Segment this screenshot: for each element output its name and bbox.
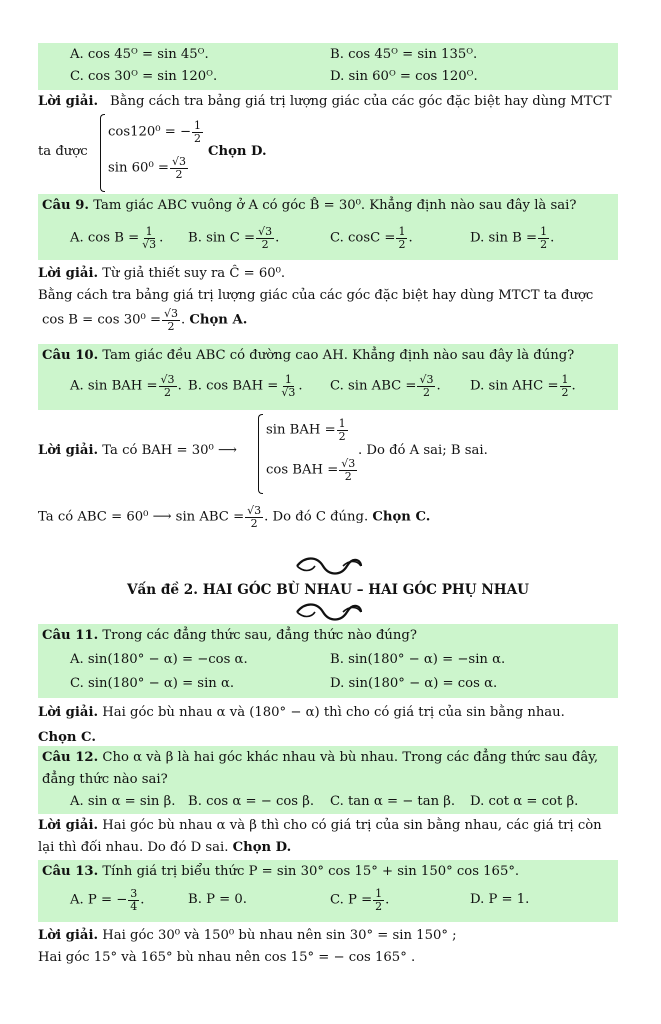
- q10-option-c-frac: [417, 374, 435, 398]
- q12-option-d: D. cot α = cot β.: [470, 794, 579, 809]
- q12-question-1: [42, 750, 598, 767]
- q13-option-a-frac: [128, 888, 139, 912]
- q8-options: [38, 43, 618, 90]
- q10-text: Tam giác đều ABC có đường cao AH. Khẳng định nào sau đây là đúng?: [102, 348, 575, 363]
- q13-option-c-text: C. P =: [330, 892, 373, 908]
- q13-c-num: 1: [375, 887, 383, 900]
- q10-brace: [258, 414, 263, 494]
- q10-option-a-frac: [159, 374, 177, 398]
- q9-b-den: 2: [261, 237, 269, 251]
- q9-solution-label: Lời giải.: [38, 266, 99, 281]
- q10-option-b-frac: [279, 374, 297, 398]
- q11-text: Trong các đẳng thức sau, đẳng thức nào đúng?: [102, 628, 417, 643]
- q13-block: [38, 860, 618, 922]
- q10-b-den: √3: [281, 385, 296, 399]
- q9-block: [38, 194, 618, 260]
- q10-option-d: D. sin AHC = $\frac{1}{2}$ .: [470, 373, 576, 399]
- q10-sol2-num: √3: [247, 504, 262, 517]
- q12-option-c: C. tan α = − tan β.: [330, 794, 456, 809]
- q10-b-num: 1: [284, 373, 292, 386]
- q13-option-b: B. P = 0.: [188, 892, 247, 907]
- q9-c-num: 1: [398, 225, 406, 238]
- q8-brace: [100, 114, 105, 192]
- ornament-top-icon: [293, 556, 365, 576]
- q10-sol2-den: 2: [250, 516, 258, 530]
- q13-c-den: 2: [375, 899, 383, 913]
- q10-c-den: 2: [422, 385, 430, 399]
- q10-choose: Chọn C.: [372, 509, 431, 525]
- q13-a-den: 4: [130, 899, 138, 913]
- q8-option-c: C. cos 30ᴼ = sin 120ᴼ.: [70, 69, 218, 84]
- q10-sin-den: 2: [338, 429, 346, 443]
- q8-eq1: [108, 120, 204, 144]
- q13-solution-1: [38, 928, 457, 945]
- q9-option-a-frac: [140, 226, 158, 250]
- q10-option-b-text: B. cos BAH =: [188, 378, 279, 394]
- q12-label: Câu 12.: [42, 750, 99, 765]
- q13-option-d: D. P = 1.: [470, 892, 530, 907]
- q9-option-c: C. cosC = $\frac{1}{2}$ .: [330, 225, 413, 251]
- q8-choose: Chọn D.: [208, 144, 267, 159]
- q8-eq1-den: 2: [194, 131, 202, 145]
- q10-question: [42, 348, 574, 365]
- q9-option-c-text: C. cosC =: [330, 230, 396, 246]
- ornament-bottom-icon: [293, 602, 365, 622]
- q11-option-d: D. sin(180° − α) = cos α.: [330, 676, 498, 691]
- q9-text: Tam giác ABC vuông ở A có góc B̂ = 30⁰. Khẳng định nào sau đây là sai?: [93, 198, 577, 213]
- q9-question: [42, 198, 576, 215]
- q12-option-b: B. cos α = − cos β.: [188, 794, 315, 809]
- q9-a-num: 1: [145, 225, 153, 238]
- q10-sin-line: [266, 418, 349, 442]
- q8-eq1-num: 1: [194, 119, 202, 132]
- q9-solution-3: cos B = cos 30⁰ = $\frac{√3}{2}$ . Chọn A.: [42, 307, 248, 333]
- q12-solution-1: [38, 818, 602, 835]
- q10-cos-den: 2: [344, 469, 352, 483]
- q13-text: Tính giá trị biểu thức P = sin 30° cos 15° + sin 150° cos 165°.: [102, 864, 520, 879]
- q9-option-b-text: B. sin C =: [188, 230, 256, 246]
- q9-sol-num: √3: [164, 307, 179, 320]
- q13-solution-1-text: Hai góc 30⁰ và 150⁰ bù nhau nên sin 30° = sin 150° ;: [102, 928, 457, 943]
- q9-solution-frac: [162, 308, 180, 332]
- q11-block: [38, 624, 618, 698]
- q10-cos-num: √3: [341, 457, 356, 470]
- q13-option-c: C. P = $\frac{1}{2}$ .: [330, 887, 390, 913]
- q8-eq2-num: √3: [171, 155, 186, 168]
- q9-b-num: √3: [258, 225, 273, 238]
- q13-option-c-frac: [373, 888, 384, 912]
- q12-choose: Chọn D.: [232, 840, 292, 855]
- q9-option-b-frac: [256, 226, 274, 250]
- q8-option-b: B. cos 45ᴼ = sin 135ᴼ.: [330, 47, 478, 62]
- q13-solution-label: Lời giải.: [38, 928, 99, 943]
- q13-option-a: A. P = − $\frac{3}{4}$ .: [70, 887, 145, 913]
- q9-a-den: √3: [142, 237, 157, 251]
- q10-option-a: A. sin BAH = $\frac{√3}{2}$ .: [70, 373, 182, 399]
- q10-label: Câu 10.: [42, 348, 99, 363]
- q9-option-a-text: A. cos B =: [70, 230, 140, 246]
- q13-a-num: 3: [130, 887, 138, 900]
- q9-sol-den: 2: [167, 319, 175, 333]
- q10-cos-line: [266, 458, 358, 482]
- q12-solution-label: Lời giải.: [38, 818, 99, 833]
- section-title: Vấn đề 2. HAI GÓC BÙ NHAU – HAI GÓC PHỤ NHAU: [126, 582, 530, 598]
- q10-d-num: 1: [561, 373, 569, 386]
- q11-option-a: A. sin(180° − α) = −cos α.: [70, 652, 248, 667]
- q10-a-den: 2: [164, 385, 172, 399]
- q9-d-den: 2: [540, 237, 548, 251]
- q10-solution-2: [38, 505, 430, 529]
- q12-question-2: đẳng thức nào sai?: [42, 772, 168, 787]
- q8-solution-text: Bằng cách tra bảng giá trị lượng giác của các góc đặc biệt hay dùng MTCT: [110, 94, 612, 109]
- q9-option-d: D. sin B = $\frac{1}{2}$ .: [470, 225, 555, 251]
- q9-solution-1: [38, 266, 285, 283]
- q12-option-a: A. sin α = sin β.: [70, 794, 176, 809]
- q9-option-a: A. cos B = $\frac{1}{√3}$ .: [70, 225, 164, 251]
- q10-c-num: √3: [419, 373, 434, 386]
- q11-solution-text: Hai góc bù nhau α và (180° − α) thì cho có giá trị của sin bằng nhau.: [102, 705, 565, 720]
- q10-option-c: C. sin ABC = $\frac{√3}{2}$ .: [330, 373, 441, 399]
- q10-option-c-text: C. sin ABC =: [330, 378, 417, 394]
- q10-d-den: 2: [561, 385, 569, 399]
- q9-c-den: 2: [398, 237, 406, 251]
- q10-sin-frac: [337, 418, 348, 442]
- q10-cos-line-text: cos BAH =: [266, 462, 339, 478]
- q11-label: Câu 11.: [42, 628, 99, 643]
- q8-option-a: A. cos 45ᴼ = sin 45ᴼ.: [70, 47, 209, 62]
- q10-solution-2-text: Ta có ABC = 60⁰ ⟶ sin ABC =: [38, 509, 245, 525]
- q11-option-c: C. sin(180° − α) = sin α.: [70, 676, 235, 691]
- q8-eq1-frac: [192, 120, 203, 144]
- q11-solution: [38, 705, 565, 722]
- q8-eq2-frac: [170, 156, 188, 180]
- q10-solution-1: [38, 443, 237, 460]
- q9-option-d-text: D. sin B =: [470, 230, 538, 246]
- q11-option-b: B. sin(180° − α) = −sin α.: [330, 652, 506, 667]
- q8-eq2: [108, 156, 189, 180]
- q12-block: [38, 746, 618, 814]
- q13-option-a-text: A. P = −: [70, 892, 128, 908]
- q10-a-num: √3: [160, 373, 175, 386]
- q9-solution-1-text: Từ giả thiết suy ra Ĉ = 60⁰.: [102, 266, 286, 281]
- q9-d-num: 1: [540, 225, 548, 238]
- q8-eq2-text: sin 60⁰ =: [108, 160, 169, 176]
- q9-solution-2: Bằng cách tra bảng giá trị lượng giác của các góc đặc biệt hay dùng MTCT ta được: [38, 288, 594, 303]
- q9-solution-3-text: cos B = cos 30⁰ =: [42, 312, 162, 328]
- q10-solution-label: Lời giải.: [38, 443, 99, 458]
- q10-solution-1-text: Ta có BAH = 30⁰ ⟶: [102, 443, 237, 458]
- q12-solution-1-text: Hai góc bù nhau α và β thì cho có giá trị của sin bằng nhau, các giá trị còn: [102, 818, 602, 833]
- q13-label: Câu 13.: [42, 864, 99, 879]
- q9-option-d-frac: [538, 226, 549, 250]
- q8-eq2-den: 2: [175, 167, 183, 181]
- q10-option-b: B. cos BAH = $\frac{1}{√3}$ .: [188, 373, 303, 399]
- q8-ta-duoc: ta được: [38, 144, 88, 159]
- q9-option-b: B. sin C = $\frac{√3}{2}$ .: [188, 225, 280, 251]
- q8-solution-label: Lời giải.: [38, 94, 99, 109]
- q10-sin-num: 1: [338, 417, 346, 430]
- q8-option-d: D. sin 60ᴼ = cos 120ᴼ.: [330, 69, 478, 84]
- q10-sin-line-text: sin BAH =: [266, 422, 336, 438]
- q13-solution-2: Hai góc 15° và 165° bù nhau nên cos 15° = − cos 165° .: [38, 950, 416, 965]
- q10-solution-1-end: . Do đó A sai; B sai.: [358, 443, 488, 458]
- q10-block: [38, 344, 618, 410]
- q10-sol2-frac: [245, 505, 263, 529]
- q10-option-d-text: D. sin AHC =: [470, 378, 559, 394]
- q10-option-a-text: A. sin BAH =: [70, 378, 158, 394]
- q9-choose: Chọn A.: [189, 312, 248, 328]
- q9-option-c-frac: [396, 226, 407, 250]
- q12-text-1: Cho α và β là hai góc khác nhau và bù nhau. Trong các đẳng thức sau đây,: [102, 750, 599, 765]
- q11-solution-label: Lời giải.: [38, 705, 99, 720]
- q11-question: [42, 628, 417, 645]
- q10-solution-2-end: . Do đó C đúng.: [264, 509, 369, 525]
- q10-cos-frac: [339, 458, 357, 482]
- q13-question: [42, 864, 519, 881]
- q9-label: Câu 9.: [42, 198, 89, 213]
- q10-option-d-frac: [560, 374, 571, 398]
- q12-solution-2: [38, 840, 291, 857]
- q11-choose: Chọn C.: [38, 730, 96, 745]
- q12-solution-2-text: lại thì đối nhau. Do đó D sai.: [38, 840, 229, 855]
- q8-eq1-text: cos120⁰ = −: [108, 124, 192, 140]
